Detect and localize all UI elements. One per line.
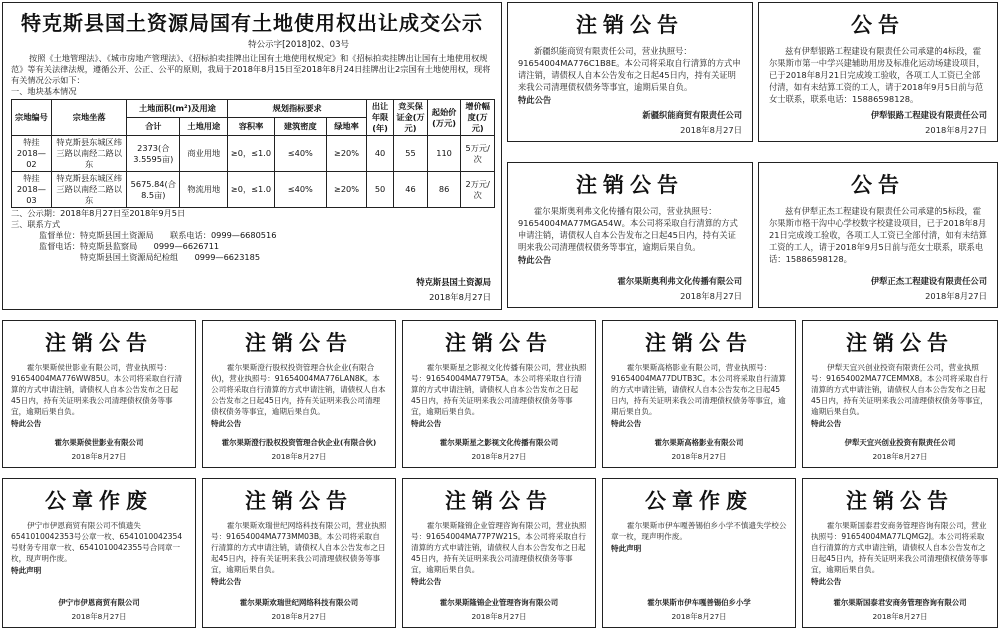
issue-date: 2018年8月27日 <box>471 452 527 461</box>
signature-block <box>413 597 585 622</box>
table-row <box>12 136 495 172</box>
contact-line: 监督单位：特克斯县国土资源局 联系电话：0999—6680516 <box>39 230 277 240</box>
issue-date: 2018年8月27日 <box>872 612 928 621</box>
header-planning: 规划指标要求 <box>228 100 367 118</box>
issuer-name: 伊犁银路工程建设有限责任公司 <box>870 110 987 120</box>
header-start-price: 起始价(万元) <box>427 100 461 136</box>
table-row <box>12 172 495 208</box>
notice-closing: 特此公告 <box>411 419 442 428</box>
notice-closing: 特此公告 <box>411 577 442 586</box>
cell-location: 特克斯县东城区纬三路以南经二路以东 <box>51 172 127 208</box>
notice-box <box>802 478 998 628</box>
notice-body: 兹有伊犁正杰工程建设有限责任公司承建的5标段，霍尔果斯市格干沟中心学校数字校建设项目，已于2018年8月21日完成竣工验收，各项工人工资已全部付清，如有未结算工资的工人，请于2018年9月5日前与范女士联系，联系电话：15886598128。 <box>769 206 987 264</box>
notice-body: 伊宁市伊恩商贸有限公司不慎遗失6541010042353号公章一枚、6541010042354号财务专用章一枚、6541010042355号合同章一枚，现声明作废。 <box>11 521 183 563</box>
signature-block <box>213 597 385 622</box>
notice-closing: 特此公告 <box>518 95 552 105</box>
signature-block <box>871 109 987 136</box>
notice-title: 注销公告 <box>576 12 684 37</box>
notice-closing: 特此声明 <box>611 544 642 553</box>
notice-body: 霍尔果斯欢瑞世纪网络科技有限公司，营业执照号：91654004MA773MM03B。本公司将采取自行清算的方式申请注销，请债权人自本公告发布之日起45日内，持有关证明来我公司清理债权债务等事宜，逾期后果自负。 <box>211 521 387 574</box>
issuer-name: 伊犁正杰工程建设有限责任公司 <box>870 276 987 286</box>
cell-far: ≥0，≤1.0 <box>228 136 274 172</box>
issuer-name: 新疆织能商贸有限责任公司 <box>642 110 742 120</box>
notice-closing: 特此公告 <box>811 419 842 428</box>
signature-block <box>13 597 185 622</box>
issuer-name: 伊犁天宜兴创业投资有限责任公司 <box>844 438 956 447</box>
cell-years: 40 <box>366 136 393 172</box>
notice-title: 注销公告 <box>576 172 684 197</box>
cell-green: ≥20% <box>327 136 367 172</box>
cell-parcel-no: 特挂2018—03 <box>12 172 52 208</box>
signature-block <box>213 437 385 462</box>
header-deposit: 竞买保证金(万元) <box>394 100 428 136</box>
notice-title: 注销公告 <box>245 330 353 355</box>
notice-box <box>507 162 753 308</box>
issuer-name: 霍尔果斯国泰君安商务管理咨询有限公司 <box>833 598 967 607</box>
notice-closing: 特此公告 <box>211 419 242 428</box>
notice-title: 注销公告 <box>846 330 954 355</box>
notice-title: 注销公告 <box>245 488 353 513</box>
issuer-name: 霍尔果斯奥利弗文化传播有限公司 <box>617 276 742 286</box>
cell-green: ≥20% <box>327 172 367 208</box>
cell-deposit: 55 <box>394 136 428 172</box>
header-years: 出让年限(年) <box>366 100 393 136</box>
notice-box <box>602 320 796 468</box>
cell-price: 86 <box>427 172 461 208</box>
signature-block <box>618 275 742 302</box>
header-parcel-no: 宗地编号 <box>12 100 52 136</box>
issuer-name: 霍尔果斯澄行股权投资管理合伙企业(有限合伙) <box>221 438 377 447</box>
notice-closing: 特此公告 <box>811 577 842 586</box>
issue-date: 2018年8月27日 <box>71 612 127 621</box>
notice-closing: 特此公告 <box>611 419 642 428</box>
signature-block <box>413 437 585 462</box>
notice-title: 注销公告 <box>645 330 753 355</box>
issue-date: 2018年8月27日 <box>71 452 127 461</box>
issue-date: 2018年8月27日 <box>680 125 742 135</box>
issue-date: 2018年8月27日 <box>671 612 727 621</box>
signature-block <box>613 597 785 622</box>
notice-box <box>602 478 796 628</box>
notice-box <box>507 2 753 142</box>
notice-closing: 特此声明 <box>11 566 42 575</box>
notice-body: 霍尔果斯市伊车嘎善锡伯乡小学不慎遗失学校公章一枚，现声明作废。 <box>611 521 787 541</box>
notice-title: 注销公告 <box>846 488 954 513</box>
issuer-name: 霍尔果斯隆锦企业管理咨询有限公司 <box>439 598 559 607</box>
notice-closing: 特此公告 <box>518 255 552 265</box>
issue-date: 2018年8月27日 <box>925 291 987 301</box>
issuer-name: 霍尔果斯星之影视文化传播有限公司 <box>439 438 559 447</box>
cell-years: 50 <box>366 172 393 208</box>
notice-title: 公告 <box>851 12 905 37</box>
cell-location: 特克斯县东城区纬三路以南经二路以东 <box>51 136 127 172</box>
header-green: 绿地率 <box>327 118 367 136</box>
header-far: 容积率 <box>228 118 274 136</box>
signature-block <box>813 597 987 622</box>
notice-closing: 特此公告 <box>211 577 242 586</box>
header-use: 土地用途 <box>180 118 228 136</box>
signature-block <box>613 437 785 462</box>
cell-far: ≥0，≤1.0 <box>228 172 274 208</box>
cell-increment: 2万元/次 <box>461 172 495 208</box>
notice-body: 霍尔果斯高格影业有限公司，营业执照号：91654004MA77DUTB3C。本公司将采取自行清算的方式申请注销，请债权人自本公告发布之日起45日内，持有关证明来我公司清理债权债务等事宜，逾期后果自负。 <box>611 363 786 416</box>
notice-title: 公章作废 <box>645 488 753 513</box>
header-location: 宗地坐落 <box>51 100 127 136</box>
cell-use: 物流用地 <box>180 172 228 208</box>
issue-date: 2018年8月27日 <box>671 452 727 461</box>
notice-body: 兹有伊犁银路工程建设有限责任公司承建的4标段，霍尔果斯市第一中学兴建辅助用房及标准化运动场建设项目，已于2018年8月21日完成竣工验收，各项工人工资已全部付清，如有未结算工资的工人，请于2018年9月5日前与范女士联系，联系电话：15886598128。 <box>769 46 985 104</box>
notice-intro: 按照《土地管理法》、《城市房地产管理法》、《招标拍卖挂牌出让国有土地使用权规定》和《招标拍卖挂牌出让国有土地使用权规范》等有关法律法规，遵循公开、公正、公平的原则，我局于2018年8月15日至2018年8月24日挂牌出让2宗国有土地使用权，现将有关情况公示如下： <box>11 53 491 85</box>
notice-box <box>802 320 998 468</box>
notice-body: 新疆织能商贸有限责任公司，营业执照号：91654004MA776C1B8E。本公司将采取自行清算的方式申请注销，请债权人自本公告发布之日起45日内，持有关证明来我公司清理债权债务等事宜，逾期后果自负。 <box>518 46 741 92</box>
cell-density: ≤40% <box>274 136 326 172</box>
issue-date: 2018年8月27日 <box>680 291 742 301</box>
notice-box <box>402 478 596 628</box>
land-transfer-notice <box>2 2 502 310</box>
issuer-name: 特克斯县国土资源局 <box>416 277 491 287</box>
signature-block <box>13 437 185 462</box>
header-density: 建筑密度 <box>274 118 326 136</box>
signature-block <box>813 437 987 462</box>
notice-box <box>2 320 196 468</box>
parcel-table <box>11 99 495 208</box>
notice-box <box>758 162 998 308</box>
issuer-name: 霍尔果斯侯世影业有限公司 <box>54 438 144 447</box>
notice-body: 伊犁天宜兴创业投资有限责任公司，营业执照号：91654002MA77CEMMX8。本公司将采取自行清算的方式申请注销，请债权人自本公告发布之日起45日内，持有关证明来我公司清理债权债务等事宜，逾期后果自负。 <box>811 363 988 416</box>
issuer-name: 霍尔果斯欢瑞世纪网络科技有限公司 <box>239 598 359 607</box>
cell-area: 2373(合3.5595亩) <box>127 136 180 172</box>
notice-closing: 特此公告 <box>11 419 42 428</box>
contact-line: 监督电话：特克斯县监察局 0999—6626711 <box>39 241 220 251</box>
section-heading: 一、地块基本情况 <box>11 86 77 96</box>
document-number: 特公示字[2018]02、03号 <box>248 40 349 50</box>
notice-box <box>2 478 196 628</box>
issue-date: 2018年8月27日 <box>271 452 327 461</box>
notice-title: 公章作废 <box>45 488 153 513</box>
issue-date: 2018年8月27日 <box>429 292 491 302</box>
signature-block <box>871 275 987 302</box>
notice-box <box>202 478 396 628</box>
notice-body: 霍尔果斯隆锦企业管理咨询有限公司，营业执照号：91654004MA77P7W21S。本公司将采取自行清算的方式申请注销，请债权人自本公告发布之日起45日内，持有关证明来我公司清理债权债务等事宜，逾期后果自负。 <box>411 521 587 574</box>
issue-date: 2018年8月27日 <box>872 452 928 461</box>
notice-title: 特克斯县国土资源局国有土地使用权出让成交公示 <box>21 11 483 35</box>
notice-title: 公告 <box>851 172 905 197</box>
notice-body: 霍尔果斯星之影视文化传播有限公司，营业执照号：91654004MA779T5A。本公司将采取自行清算的方式申请注销，请债权人自本公告发布之日起45日内，持有关证明来我公司清理债权债务等事宜，逾期后果自负。 <box>411 363 587 416</box>
notice-title: 注销公告 <box>445 330 553 355</box>
cell-price: 110 <box>427 136 461 172</box>
header-total: 合计 <box>127 118 180 136</box>
publicity-period: 二、公示期：2018年8月27日至2018年9月5日 <box>11 208 186 218</box>
notice-title: 注销公告 <box>445 488 553 513</box>
signature-block <box>642 109 742 136</box>
cell-increment: 5万元/次 <box>461 136 495 172</box>
notice-box <box>402 320 596 468</box>
issue-date: 2018年8月27日 <box>271 612 327 621</box>
notice-body: 霍尔果斯奥利弗文化传播有限公司，营业执照号：91654004MA77MGA54W。本公司将采取自行清算的方式申请注销，请债权人自本公告发布之日起45日内，持有关证明来我公司清理债权债务等事宜，逾期后果自负。 <box>518 206 738 252</box>
contact-line: 特克斯县国土资源局纪检组 0999—6623185 <box>39 252 261 262</box>
notice-box <box>202 320 396 468</box>
issuer-name: 霍尔果斯市伊车嘎善锡伯乡小学 <box>647 598 751 607</box>
notice-box <box>758 2 998 142</box>
cell-use: 商业用地 <box>180 136 228 172</box>
issue-date: 2018年8月27日 <box>925 125 987 135</box>
header-increment: 增价幅度(万元) <box>461 100 495 136</box>
cell-density: ≤40% <box>274 172 326 208</box>
cell-deposit: 46 <box>394 172 428 208</box>
cell-parcel-no: 特挂2018—02 <box>12 136 52 172</box>
notice-title: 注销公告 <box>45 330 153 355</box>
cell-area: 5675.84(合8.5亩) <box>127 172 180 208</box>
signature-block <box>416 276 491 303</box>
issuer-name: 伊宁市伊恩商贸有限公司 <box>58 598 140 607</box>
notice-body: 霍尔果斯侯世影业有限公司，营业执照号：91654004MA776WW85U。本公司将采取自行清算的方式申请注销，请债权人自本公告发布之日起45日内，持有关证明来我公司清理债权债务等事宜，逾期后果自负。 <box>11 363 183 416</box>
notice-body: 霍尔果斯国泰君安商务管理咨询有限公司，营业执照号：91654004MA77LQMG2J。本公司将采取自行清算的方式申请注销，请债权人自本公告发布之日起45日内，持有关证明来我公司清理债权债务等事宜，逾期后果自负。 <box>811 521 988 574</box>
section-heading: 三、联系方式 <box>11 219 61 229</box>
notice-body: 霍尔果斯澄行股权投资管理合伙企业(有限合伙)，营业执照号：91654004MA776LAN8K。本公司将采取自行清算的方式申请注销，请债权人自本公告发布之日起45日内，持有关证明来我公司清理债权债务等事宜，逾期后果自负。 <box>211 363 386 416</box>
issuer-name: 霍尔果斯高格影业有限公司 <box>654 438 744 447</box>
issue-date: 2018年8月27日 <box>471 612 527 621</box>
header-area-use: 土地面积(m²)及用途 <box>127 100 228 118</box>
